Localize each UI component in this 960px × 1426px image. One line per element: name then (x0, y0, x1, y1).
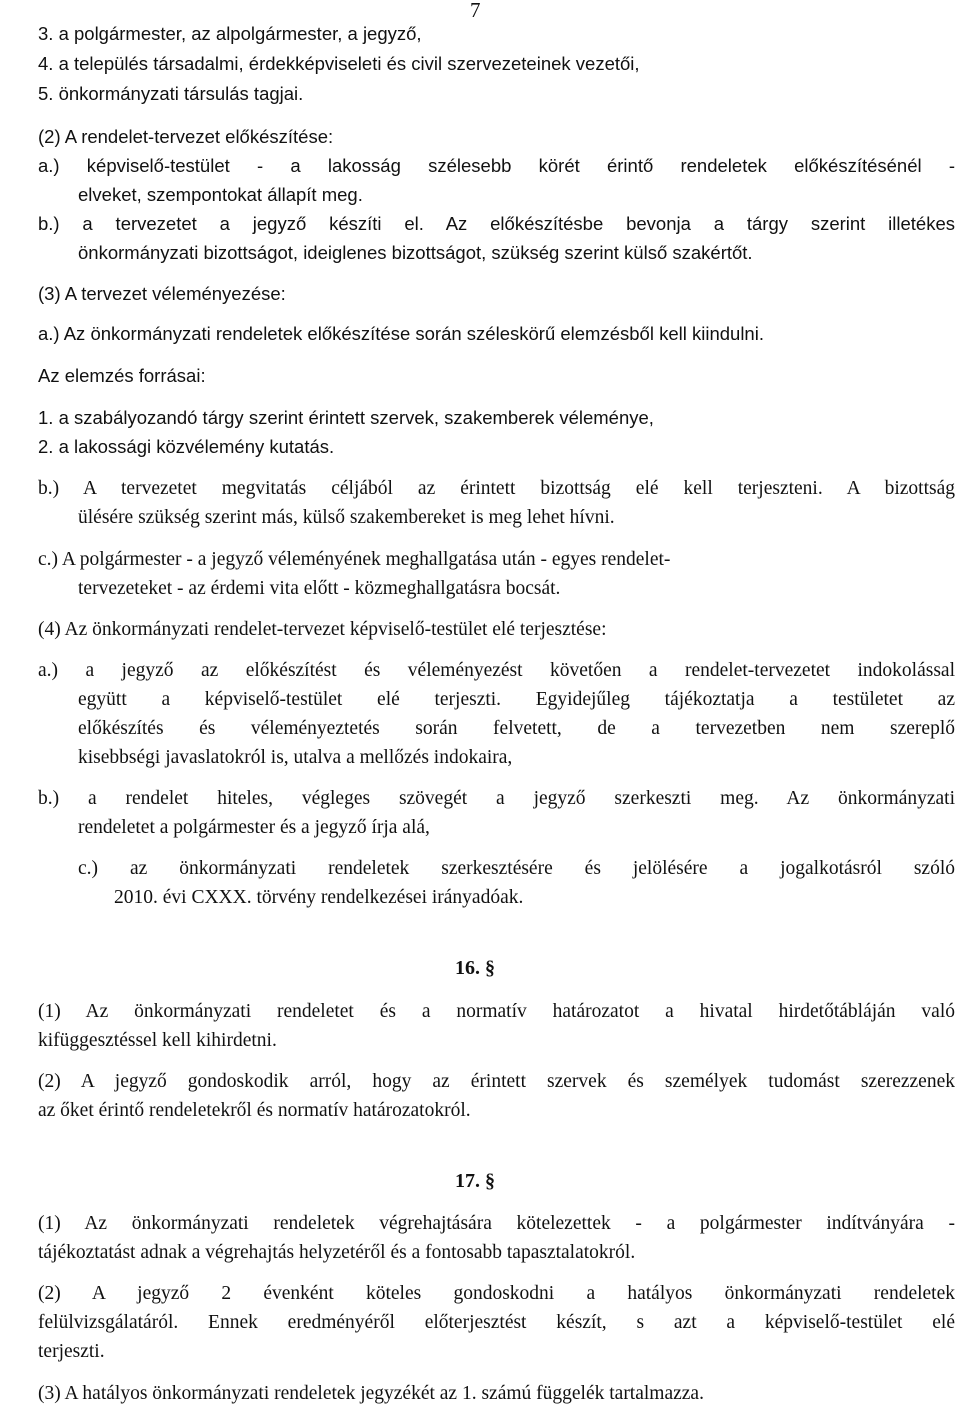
section-heading: 17. § (455, 1170, 495, 1192)
text-line: (4) Az önkormányzati rendelet-tervezet képviselő-testület elé terjesztése: (38, 619, 607, 640)
text-line: 1. a szabályozandó tárgy szerint érintett szervek, szakemberek véleménye, (38, 407, 654, 428)
text-line: c.) az önkormányzati rendeletek szerkesztésére és jelölésére a jogalkotásról szóló (78, 858, 955, 879)
text-line: (3) A tervezet véleményezése: (38, 283, 286, 304)
text-line: 2. a lakossági közvélemény kutatás. (38, 436, 335, 457)
text-line: kisebbségi javaslatokról is, utalva a mellőzés indokaira, (78, 747, 513, 768)
text-line: a.) a jegyző az előkészítést és véleményezést követően a rendelet-tervezetet indokolással (38, 660, 955, 681)
text-line: a.) Az önkormányzati rendeletek előkészítése során széleskörű elemzésből kell kiindulni. (38, 323, 764, 344)
text-line: 3. a polgármester, az alpolgármester, a jegyző, (38, 23, 422, 44)
text-line: együtt a képviselő-testület elé terjeszti. Egyidejűleg tájékoztatja a testületet az (78, 689, 955, 710)
text-line: ülésére szükség szerint más, külső szakembereket is meg lehet hívni. (78, 507, 615, 528)
text-line: (2) A rendelet-tervezet előkészítése: (38, 126, 334, 147)
text-line: (3) A hatályos önkormányzati rendeletek jegyzékét az 1. számú függelék tartalmazza. (38, 1383, 704, 1404)
text-line: b.) a rendelet hiteles, végleges szövegét a jegyző szerkeszti meg. Az önkormányzati (38, 788, 955, 809)
text-line: tájékoztatást adnak a végrehajtás helyzetéről és a fontosabb tapasztalatokról. (38, 1242, 636, 1263)
text-line: önkormányzati bizottságot, ideiglenes bizottságot, szükség szerint külső szakértőt. (78, 242, 753, 263)
text-line: b.) A tervezetet megvitatás céljából az érintett bizottság elé kell terjeszteni. A bizottság (38, 478, 955, 499)
text-line: (2) A jegyző 2 évenként köteles gondoskodni a hatályos önkormányzati rendeletek (38, 1283, 955, 1304)
text-line: b.) a tervezetet a jegyző készíti el. Az előkészítésbe bevonja a tárgy szerint illetékes (38, 213, 955, 234)
text-line: 2010. évi CXXX. törvény rendelkezései irányadóak. (114, 887, 524, 908)
text-line: az őket érintő rendeletekről és normatív határozatokról. (38, 1100, 471, 1121)
text-line: felülvizsgálatáról. Ennek eredményéről előterjesztést készít, s azt a képviselő-testület elé (38, 1312, 955, 1333)
text-line: tervezeteket - az érdemi vita előtt - közmeghallgatásra bocsát. (78, 578, 561, 599)
text-line: c.) A polgármester - a jegyző véleményének meghallgatása után - egyes rendelet- (38, 549, 671, 570)
text-line: a.) képviselő-testület - a lakosság szélesebb körét érintő rendeletek előkészítésénél - (38, 155, 955, 176)
text-line: terjeszti. (38, 1341, 105, 1362)
text-line: (1) Az önkormányzati rendeletek végrehajtására kötelezettek - a polgármester indítványára - (38, 1213, 955, 1234)
text-line: rendeletet a polgármester és a jegyző írja alá, (78, 817, 430, 838)
text-line: előkészítés és véleményeztetés során felvetett, de a tervezetben nem szereplő (78, 718, 955, 739)
section-heading: 16. § (455, 957, 495, 979)
text-line: (2) A jegyző gondoskodik arról, hogy az érintett szervek és személyek tudomást szerezzenek (38, 1071, 955, 1092)
text-line: elveket, szempontokat állapít meg. (78, 184, 363, 205)
text-line: kifüggesztéssel kell kihirdetni. (38, 1030, 277, 1051)
text-line: 5. önkormányzati társulás tagjai. (38, 83, 304, 104)
text-line: Az elemzés forrásai: (38, 365, 206, 386)
page-number: 7 (470, 0, 481, 22)
text-line: (1) Az önkormányzati rendeletet és a normatív határozatot a hivatal hirdetőtábláján való (38, 1001, 955, 1022)
text-line: 4. a település társadalmi, érdekképviseleti és civil szervezeteinek vezetői, (38, 53, 640, 74)
